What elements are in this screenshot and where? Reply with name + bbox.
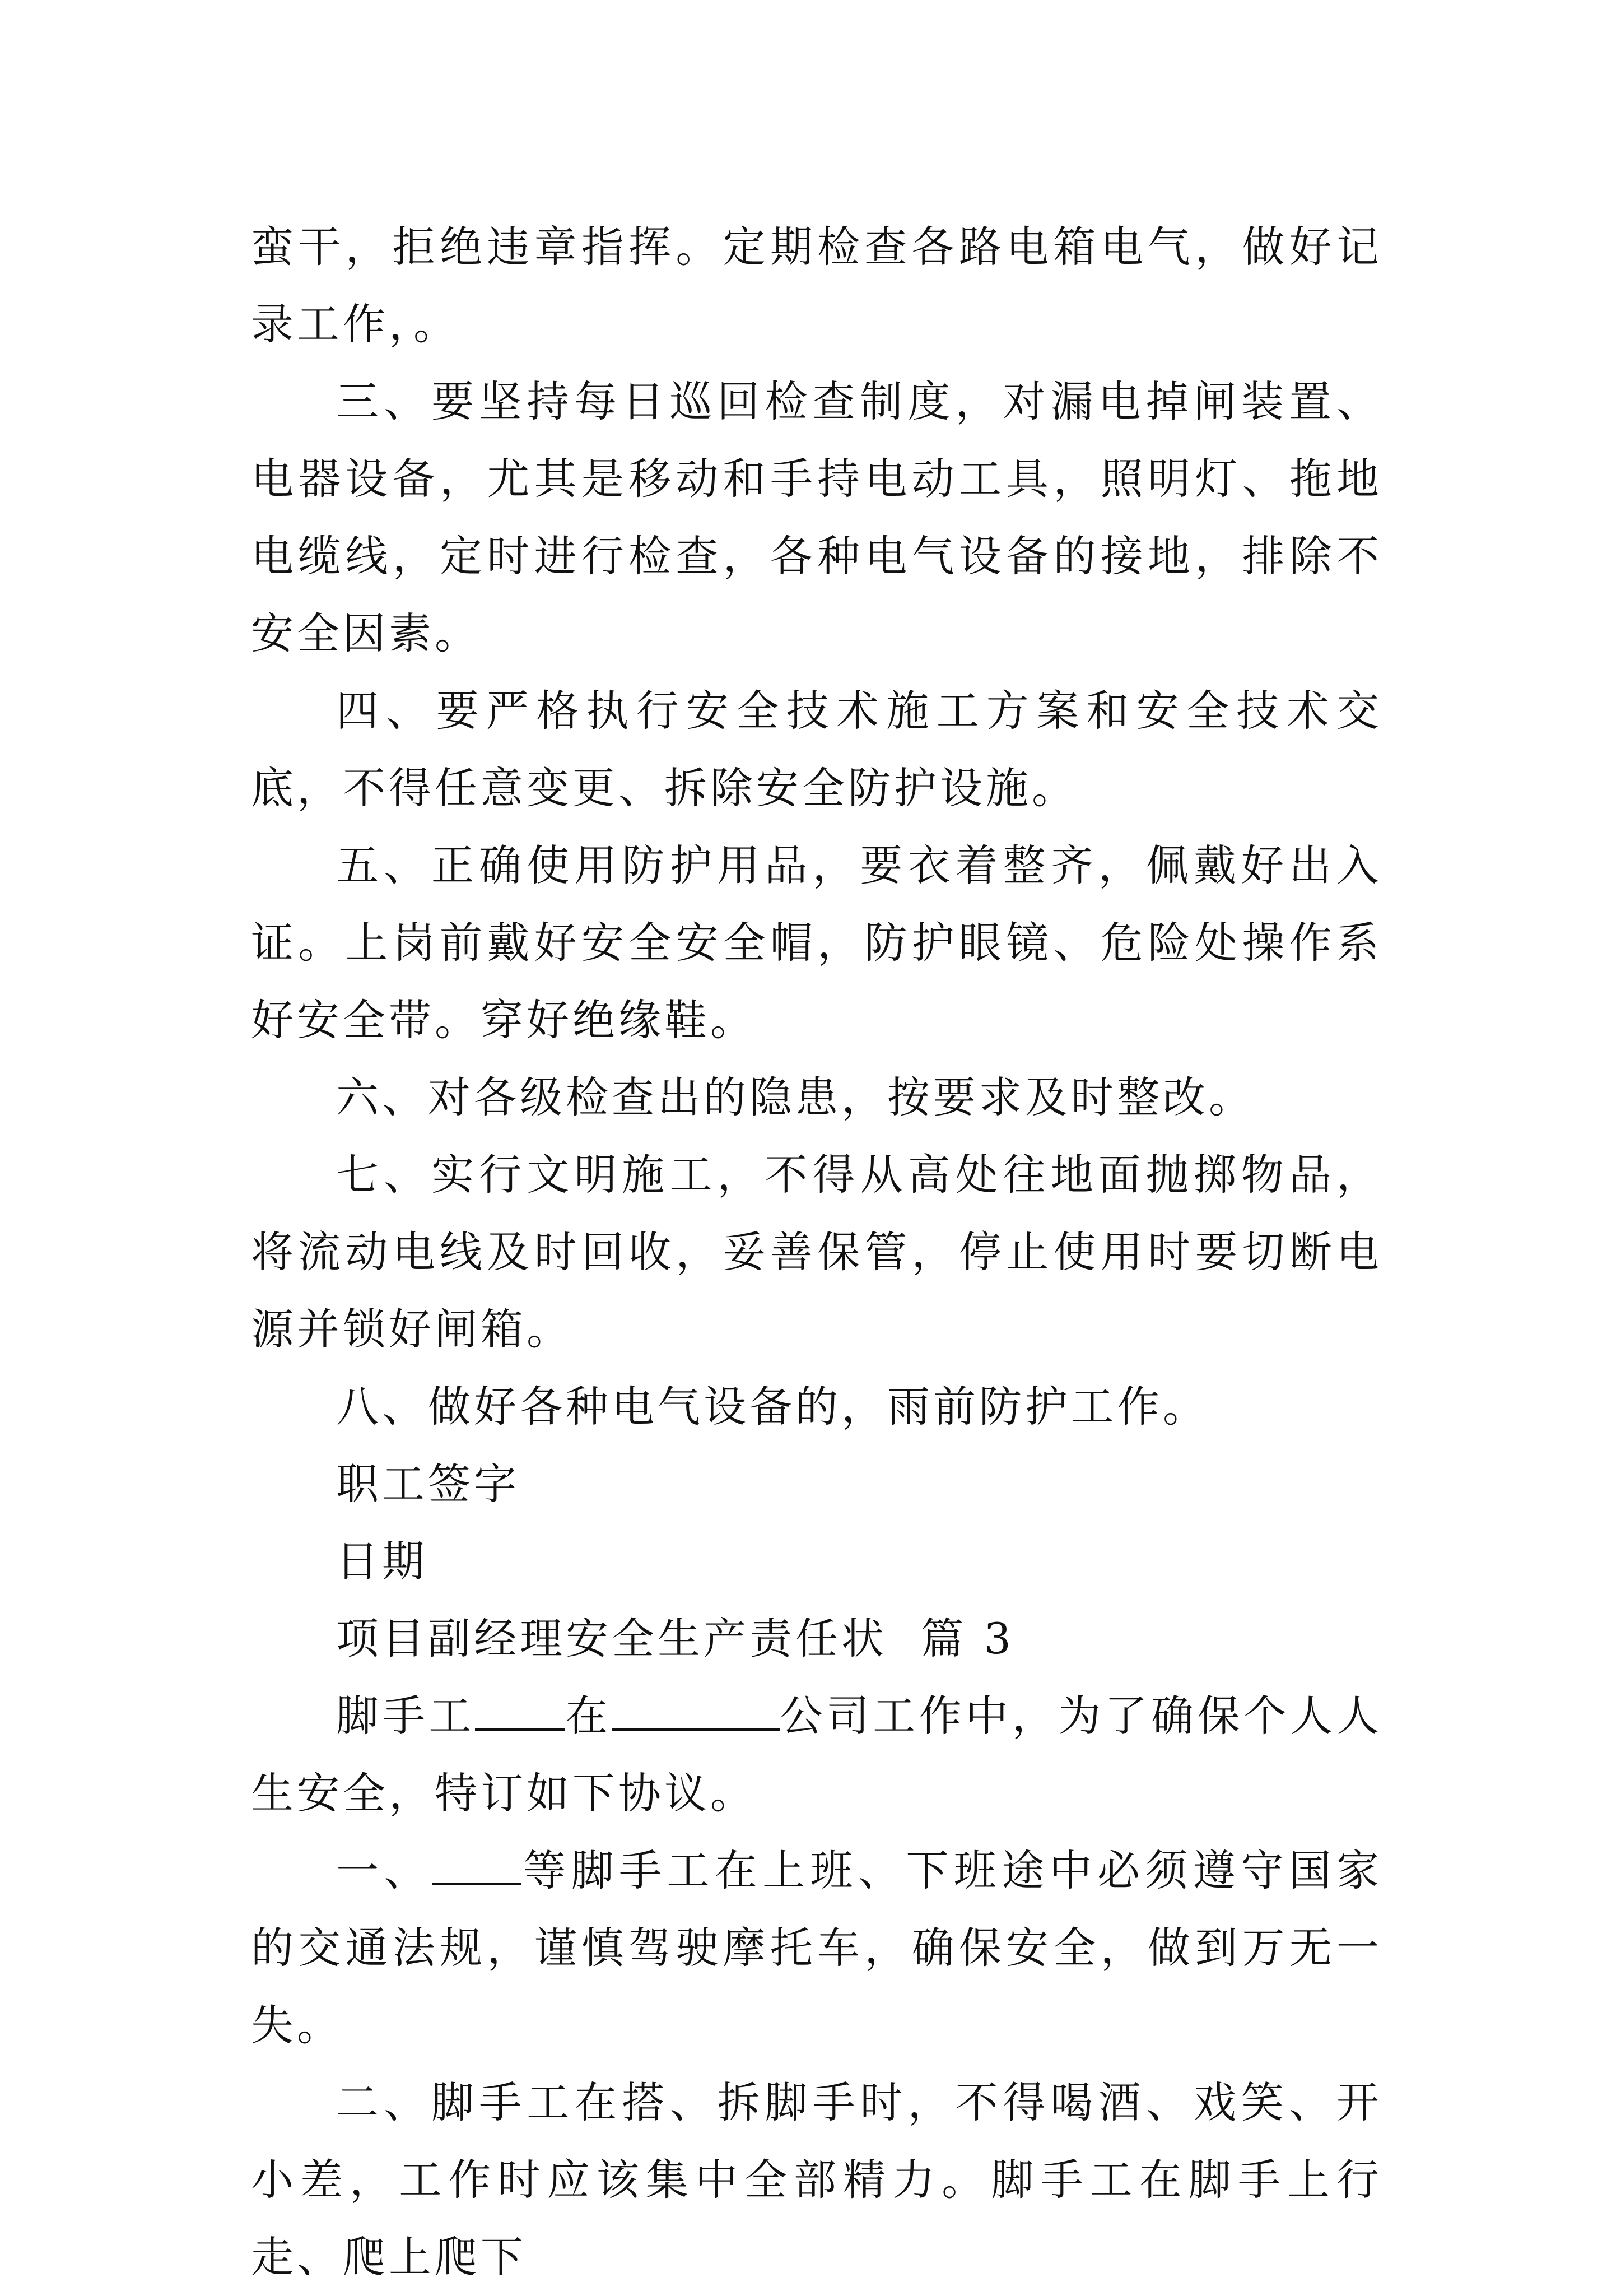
paragraph-item-4: 四、要严格执行安全技术施工方案和安全技术交底，不得任意变更、拆除安全防护设施。: [251, 686, 1382, 813]
intro-text-b: 在: [565, 1691, 612, 1741]
paragraph-agreement-intro: [251, 1677, 1382, 1832]
signature-label: 职工签字: [336, 1459, 520, 1509]
section-title: 项目副经理安全生产责任状 篇 3: [336, 1614, 1014, 1663]
paragraph-agreement-item-2: 二、脚手工在搭、拆脚手时，不得喝酒、戏笑、开小差，工作时应该集中全部精力。脚手工在脚手上行走、爬上爬下: [251, 2077, 1382, 2282]
name-blank-field: [475, 1695, 565, 1731]
intro-text-c: 公司工作中，为了确保个人人生安全，特订如下协议。: [251, 1691, 1383, 1818]
date-label: 日期: [336, 1536, 428, 1586]
paragraph-item-3: 三、要坚持每日巡回检查制度，对漏电掉闸装置、电器设备，尤其是移动和手持电动工具，照明灯、拖地电缆线，定时进行检查，各种电气设备的接地，排除不安全因素。: [251, 377, 1382, 658]
paragraph-continuation: 蛮干，拒绝违章指挥。定期检查各路电箱电气，做好记录工作，。: [251, 222, 1382, 349]
paragraph-item-7: 七、实行文明施工，不得从高处往地面抛掷物品，将流动电线及时回收，妥善保管，停止使用时要切断电源并锁好闸箱。: [251, 1150, 1382, 1354]
paragraph-item-5: 五、正确使用防护用品，要衣着整齐，佩戴好出入证。上岗前戴好安全安全帽，防护眼镜、危险处操作系好安全带。穿好绝缘鞋。: [251, 840, 1382, 1045]
paragraph-agreement-item-1: [251, 1832, 1382, 2064]
worker-blank-field: [432, 1849, 521, 1885]
item-1-text-a: 一、: [336, 1846, 432, 1895]
company-blank-field: [612, 1695, 780, 1731]
intro-text-a: 脚手工: [336, 1691, 476, 1741]
paragraph-item-8: 八、做好各种电气设备的，雨前防护工作。: [336, 1382, 1209, 1431]
document-body: [251, 208, 1382, 2296]
paragraph-item-6: 六、对各级检查出的隐患，按要求及时整改。: [336, 1072, 1255, 1122]
item-1-text-b: 等脚手工在上班、下班途中必须遵守国家的交通法规，谨慎驾驶摩托车，确保安全，做到万无一失。: [251, 1846, 1383, 2050]
